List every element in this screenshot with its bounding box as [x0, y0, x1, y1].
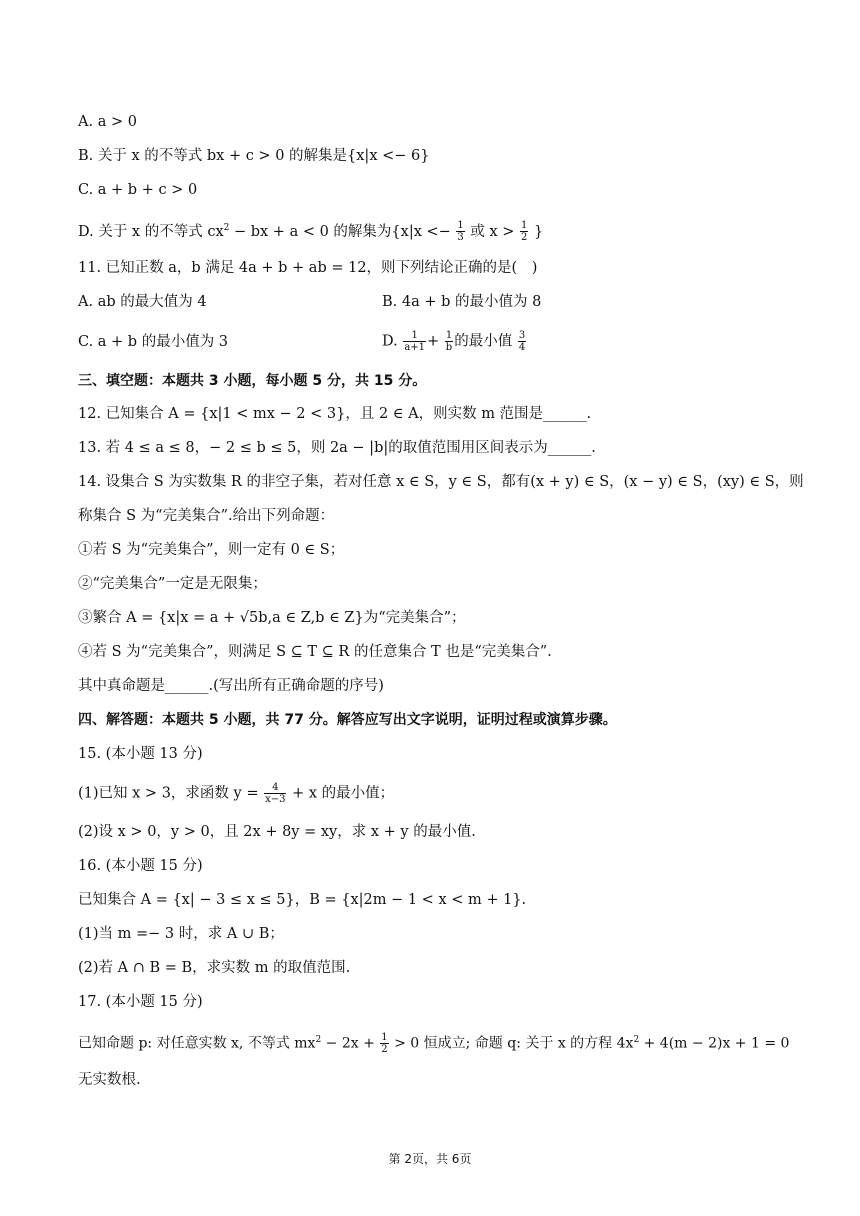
question-16-part1: (1)当 m =− 3 时，求 A ∪ B；: [78, 926, 284, 942]
fraction: $\frac{1}{3}$: [457, 220, 464, 244]
option-11b: B. 4a + b 的最小值为 8: [382, 294, 542, 310]
option-11c: C. a + b 的最小值为 3: [78, 334, 229, 350]
option-10b: B. 关于 x 的不等式 bx + c > 0 的解集是{x|x <− 6}: [78, 148, 430, 164]
question-17-stem-cont: 无实数根.: [78, 1072, 141, 1088]
fraction: $\frac{3}{4}$: [518, 330, 526, 353]
question-16-title: 16. (本小题 15 分): [78, 858, 203, 874]
fraction: $\frac{1}{2}$: [521, 220, 528, 244]
question-11: 11. 已知正数 a，b 满足 4a + b + ab = 12，则下列结论正确的是( ): [78, 260, 538, 276]
question-15-title: 15. (本小题 13 分): [78, 746, 203, 762]
section-3-heading: 三、填空题：本题共 3 小题，每小题 5 分，共 15 分。: [78, 373, 427, 389]
option-11a: A. ab 的最大值为 4: [78, 294, 207, 310]
question-17-stem: 已知命题 p: 对任意实数 x, 不等式 $mx^2 - 2x$ + $\frac{1}{2}$ > 0 恒成立; 命题 q: 关于 x 的方程 $4x^2 + 4(m - 2)x + 1 = 0$: [78, 1032, 790, 1056]
question-16-part2: (2)若 A ∩ B = B，求实数 m 的取值范围.: [78, 960, 351, 976]
question-14-item4: ④若 S 为“完美集合”，则满足 S ⊆ T ⊆ R 的任意集合 T 也是“完美集合”.: [78, 644, 552, 660]
fraction: $\frac{4}{x-3}$: [265, 782, 286, 805]
question-14-line1: 14. 设集合 S 为实数集 R 的非空子集，若对任意 x ∈ S，y ∈ S，都有(x + y) ∈ S，(x − y) ∈ S，(xy) ∈ S，则: [78, 474, 804, 490]
question-14-footer: 其中真命题是______.(写出所有正确命题的序号): [78, 678, 384, 694]
question-14-item2: ②“完美集合”一定是无限集；: [78, 576, 267, 592]
question-15-part1: (1)已知 x > 3，求函数 y = $\frac{4}{x-3}$ + x 的最小值；: [78, 782, 395, 805]
option-10a: A. a > 0: [78, 114, 137, 130]
fraction: $\frac{1}{a+1}$: [404, 330, 426, 353]
question-14-item1: ①若 S 为“完美集合”，则一定有 0 ∈ S；: [78, 542, 345, 558]
question-13: 13. 若 4 ≤ a ≤ 8，− 2 ≤ b ≤ 5，则 2a − |b|的取值范围用区间表示为______.: [78, 440, 596, 456]
fraction: $\frac{1}{2}$: [381, 1032, 388, 1056]
question-14-line2: 称集合 S 为“完美集合”.给出下列命题：: [78, 508, 335, 524]
option-10d: D. 关于 x 的不等式 $cx^2$ − bx + a < 0 的解集为{x|x <− $\frac{1}{3}$ 或 x > $\frac{1}{2}$ }: [78, 220, 544, 244]
page-footer: 第 2页，共 6页: [388, 1152, 472, 1166]
fraction: $\frac{1}{b}$: [445, 330, 453, 353]
option-10c: C. a + b + c > 0: [78, 182, 198, 198]
question-12: 12. 已知集合 A = {x|1 < mx − 2 < 3}，且 2 ∈ A，则实数 m 范围是______.: [78, 406, 592, 422]
section-4-heading: 四、解答题：本题共 5 小题，共 77 分。解答应写出文字说明，证明过程或演算步骤。: [78, 712, 617, 728]
question-15-part2: (2)设 x > 0，y > 0，且 2x + 8y = xy，求 x + y 的最小值.: [78, 824, 476, 840]
option-11d: D. $\frac{1}{a+1}$ + $\frac{1}{b}$ 的最小值 $\frac{3}{4}$: [382, 330, 526, 353]
question-16-stem: 已知集合 A = {x| − 3 ≤ x ≤ 5}，B = {x|2m − 1 < x < m + 1}.: [78, 892, 527, 908]
question-17-title: 17. (本小题 15 分): [78, 994, 203, 1010]
question-14-item3: ③繁合 A = {x|x = a + √5b,a ∈ Z,b ∈ Z}为“完美集合”；: [78, 610, 466, 626]
